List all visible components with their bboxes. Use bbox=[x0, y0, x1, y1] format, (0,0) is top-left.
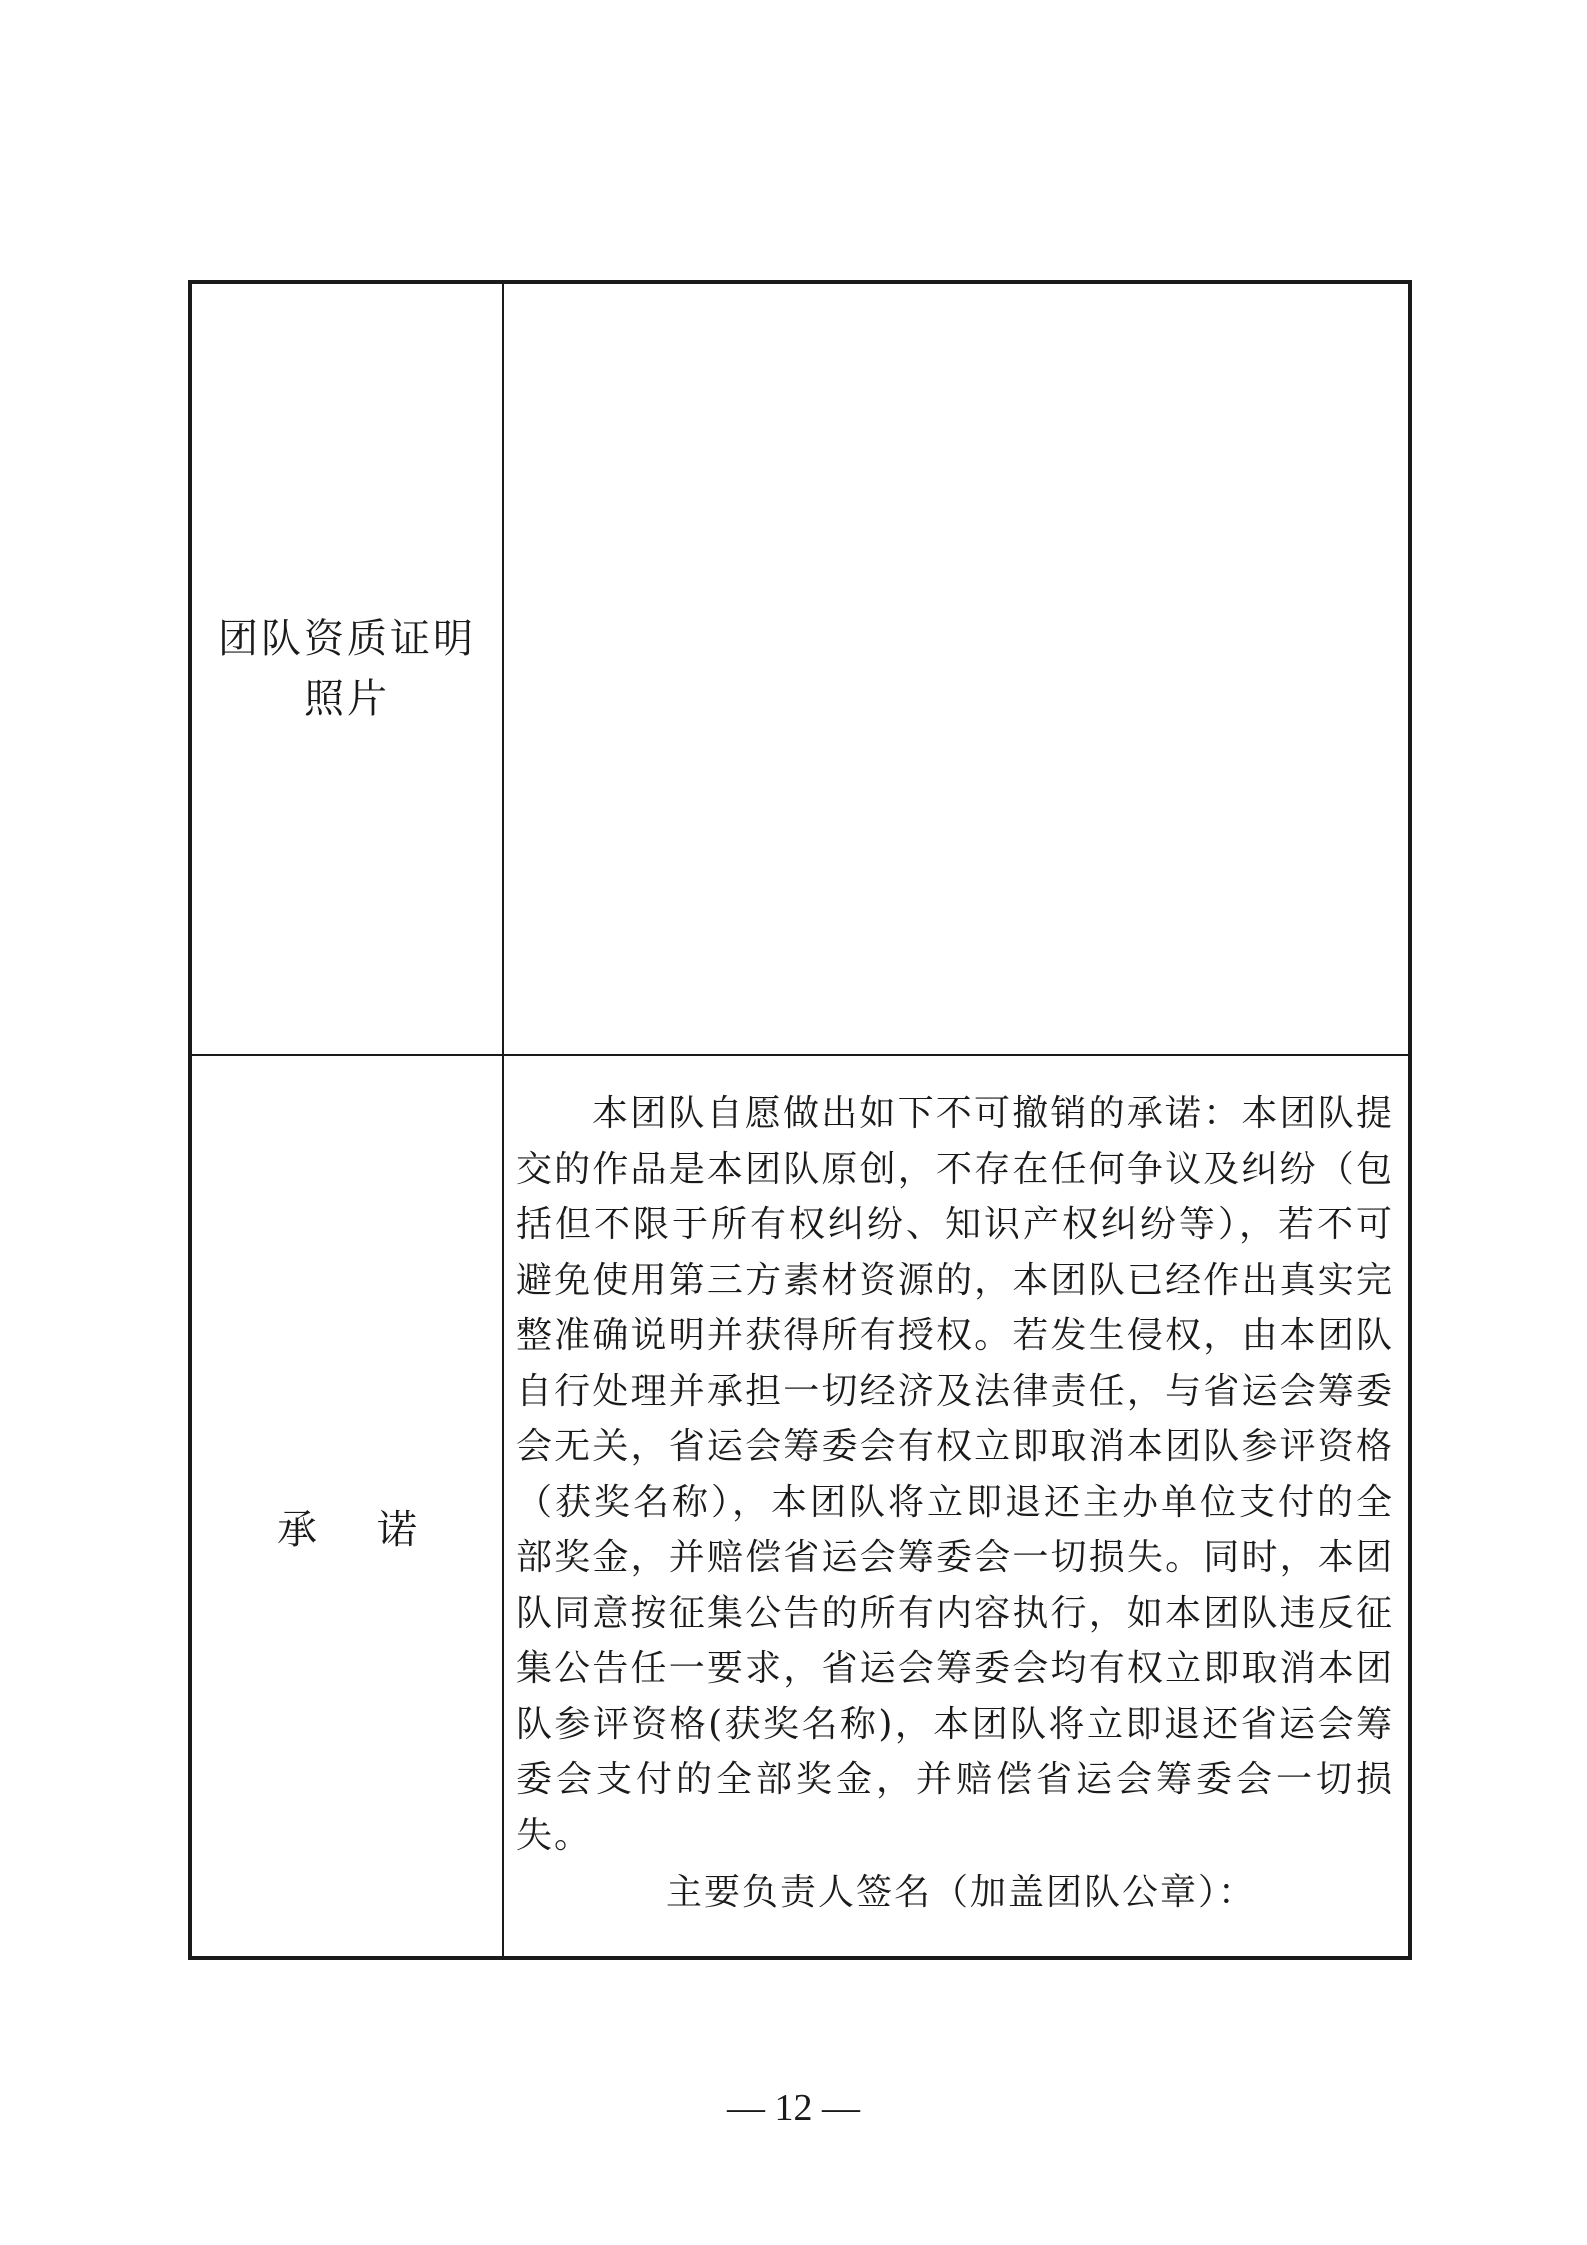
qualification-photo-label-cell bbox=[192, 284, 504, 1054]
application-form-table bbox=[188, 280, 1412, 1960]
page-number: — 12 — bbox=[727, 2087, 860, 2129]
pledge-label: 承诺 bbox=[277, 1506, 477, 1553]
pledge-text: 本团队自愿做出如下不可撤销的承诺：本团队提交的作品是本团队原创，不存在任何争议及纠纷（包括但不限于所有权纠纷、知识产权纠纷等），若不可避免使用第三方素材资源的，本团队已经作出真实完整准确说明并获得所有授权。若发生侵权，由本团队自行处理并承担一切经济及法律责任，与省运会筹委会无关，省运会筹委会有权立即取消本团队参评资格（获奖名称），本团队将立即退还主办单位支付的全部奖金，并赔偿省运会筹委会一切损失。同时，本团队同意按征集公告的所有内容执行，如本团队违反征集公告任一要求，省运会筹委会均有权立即取消本团队参评资格(获奖名称)，本团队将立即退还省运会筹委会支付的全部奖金，并赔偿省运会筹委会一切损失。 bbox=[516, 1093, 1394, 1856]
qualification-photo-row bbox=[192, 284, 1408, 1056]
signature-label: 主要负责人签名（加盖团队公章）： bbox=[666, 1872, 1257, 1913]
pledge-content-cell bbox=[504, 1056, 1408, 1956]
pledge-row bbox=[192, 1056, 1408, 1956]
pledge-label-cell bbox=[192, 1056, 504, 1956]
qualification-photo-area bbox=[504, 284, 1408, 1054]
qualification-photo-label: 团队资质证明照片 bbox=[218, 616, 476, 722]
